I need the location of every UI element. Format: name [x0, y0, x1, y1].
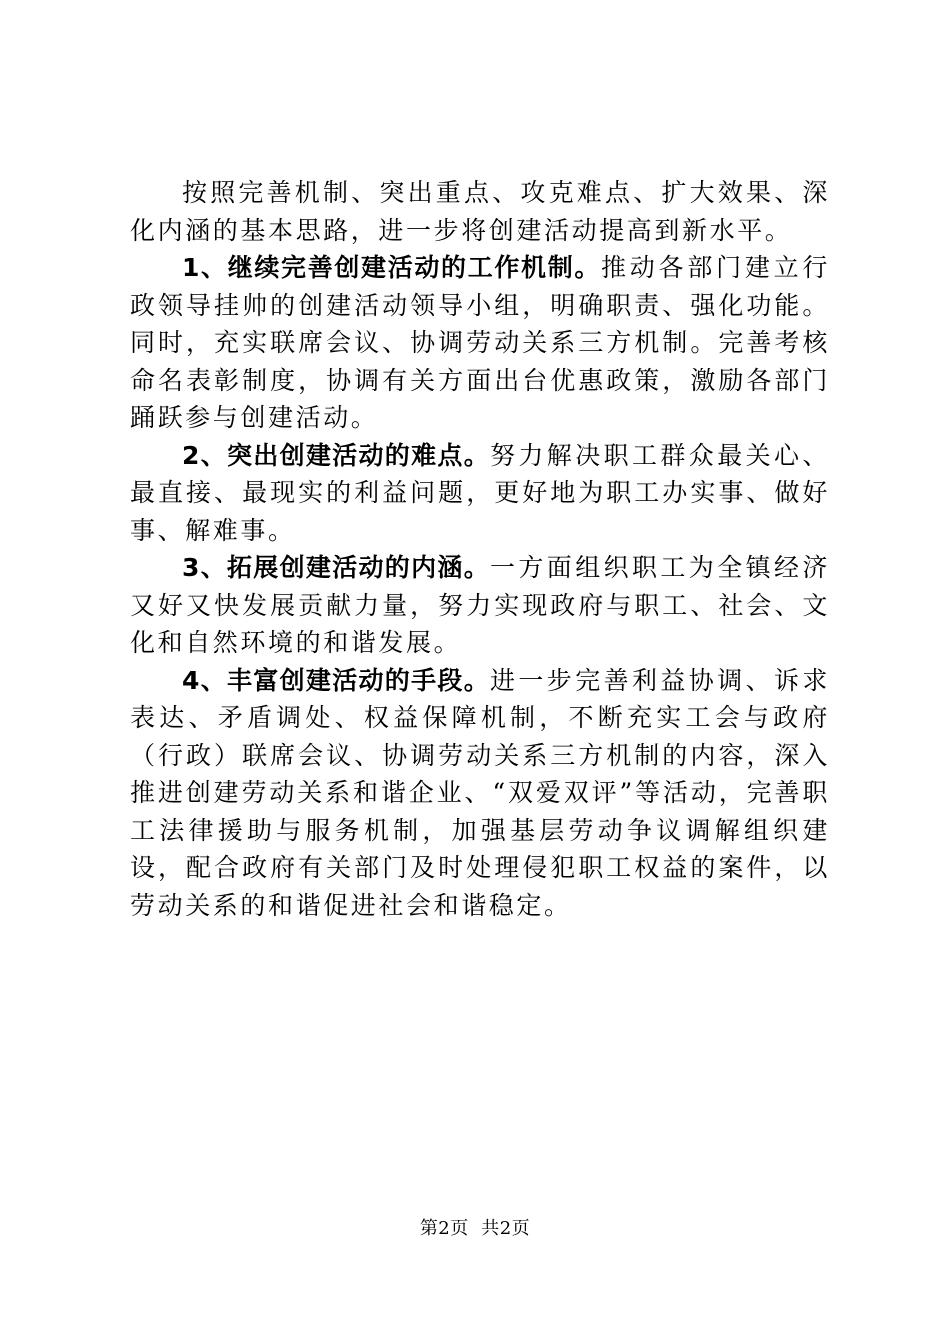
item-heading-4: 4、丰富创建活动的手段。 — [182, 665, 490, 695]
item-paragraph-4 — [130, 662, 830, 925]
item-body-2: 努力解决职工群众最关心、最直接、最现实的利益问题，更好地为职工办实事、做好事、解难事。 — [130, 440, 830, 545]
item-body-3: 一方面组织职工为全镇经济又好又快发展贡献力量，努力实现政府与职工、社会、文化和自然环境的和谐发展。 — [130, 553, 830, 657]
item-paragraph-1 — [130, 249, 830, 437]
item-body-4: 进一步完善利益协调、诉求表达、矛盾调处、权益保障机制，不断充实工会与政府（行政）联席会议、协调劳动关系三方机制的内容，深入推进创建劳动关系和谐企业、“双爱双评”等活动，完善职工法律援助与服务机制，加强基层劳动争议调解组织建设，配合政府有关部门及时处理侵犯职工权益的案件，以劳动关系的和谐促进社会和谐稳定。 — [130, 665, 830, 920]
page-number-label: 第2页 共2页 — [419, 1218, 531, 1239]
item-heading-3: 3、拓展创建活动的内涵。 — [182, 553, 490, 582]
intro-text: 按照完善机制、突出重点、攻克难点、扩大效果、深化内涵的基本思路，进一步将创建活动提高到新水平。 — [130, 178, 830, 245]
item-body-1: 推动各部门建立行政领导挂帅的创建活动领导小组，明确职责、强化功能。同时，充实联席会议、协调劳动关系三方机制。完善考核命名表彰制度，协调有关方面出台优惠政策，激励各部门踊跃参与创建活动。 — [130, 253, 830, 432]
intro-paragraph — [130, 174, 830, 249]
document-body — [130, 174, 830, 924]
item-heading-1: 1、继续完善创建活动的工作机制。 — [182, 253, 602, 282]
item-heading-2: 2、突出创建活动的难点。 — [182, 440, 490, 470]
item-paragraph-3 — [130, 549, 830, 662]
page-footer — [0, 1214, 950, 1240]
item-paragraph-2 — [130, 437, 830, 550]
